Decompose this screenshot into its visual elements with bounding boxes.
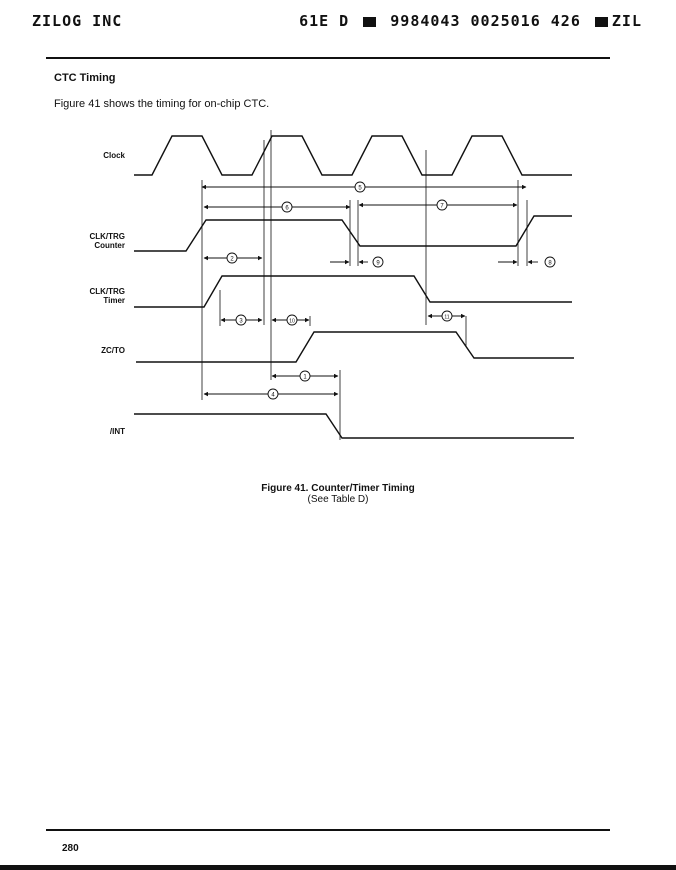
marker-6: 6 [285, 205, 289, 212]
label-clktrg-timer-2: Timer [103, 296, 125, 305]
label-clock: Clock [103, 151, 125, 160]
page-number: 280 [62, 843, 79, 854]
header-company: ZILOG INC [32, 12, 123, 30]
marker-11: 11 [444, 314, 450, 321]
scan-edge [0, 865, 676, 870]
marker-4: 4 [271, 392, 275, 399]
label-zcto: ZC/TO [101, 346, 125, 355]
caption-title: Figure 41. Counter/Timer Timing [261, 483, 415, 494]
label-int: /INT [109, 427, 125, 436]
section-title: CTC Timing [54, 72, 116, 84]
marker-7: 7 [440, 203, 444, 210]
label-clktrg-counter-1: CLK/TRG [89, 232, 125, 241]
header-code-a: 61E D [299, 12, 350, 30]
marker-8: 8 [548, 260, 552, 267]
marker-9: 9 [376, 260, 380, 267]
int-waveform [134, 414, 574, 438]
marker-1: 1 [303, 374, 307, 381]
marker-3: 3 [239, 318, 243, 325]
clktrg-counter-waveform [134, 216, 572, 251]
header-code-c: ZIL [611, 12, 642, 30]
label-clktrg-timer-1: CLK/TRG [89, 287, 125, 296]
intro-text: Figure 41 shows the timing for on-chip CTC. [54, 98, 270, 110]
clock-waveform [134, 136, 572, 175]
marker-5: 5 [358, 185, 362, 192]
marker-10: 10 [289, 318, 295, 325]
caption-note: (See Table D) [307, 494, 369, 505]
clktrg-timer-waveform [134, 276, 572, 307]
marker-2: 2 [230, 256, 234, 263]
label-clktrg-counter-2: Counter [94, 241, 125, 250]
header-code-b: 9984043 0025016 426 [390, 12, 581, 30]
figure-caption [200, 483, 476, 505]
bottom-rule [46, 829, 610, 831]
